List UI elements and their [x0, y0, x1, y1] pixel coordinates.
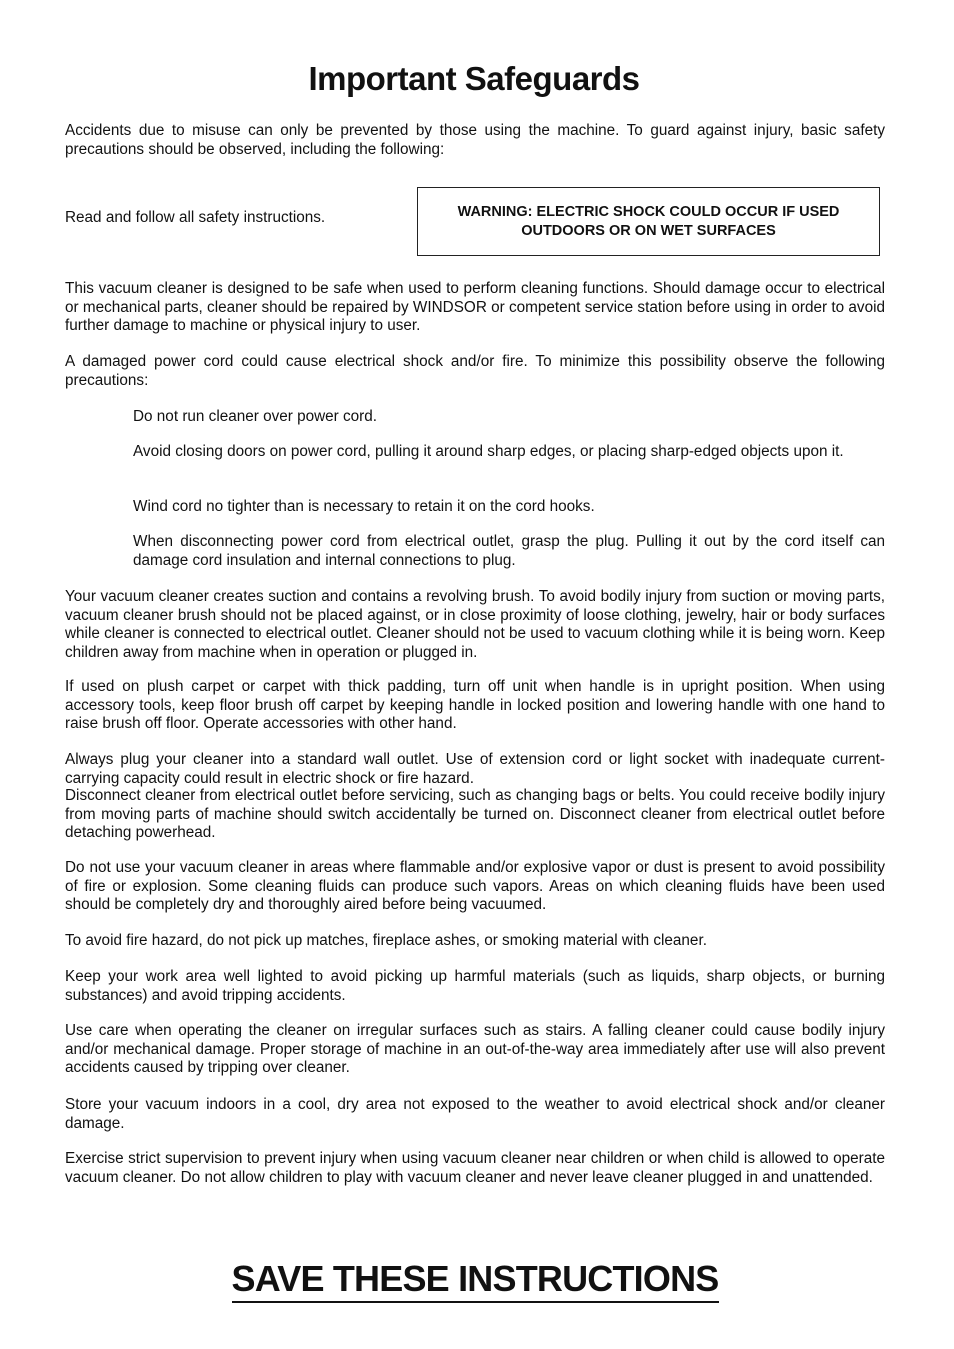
precaution-item: Wind cord no tighter than is necessary to retain it on the cord hooks. — [133, 498, 595, 515]
paragraph-suction-brush: Your vacuum cleaner creates suction and contains a revolving brush. To avoid bodily injury from suction or moving parts, vacuum cleaner brush should not be placed against, or in close proximity of loose clothing, jewelry, hair or body surfaces while cleaner is connected to electrical outlet. Cleaner should not be used to vacuum clothing while it is being worn. Keep children away from machine when in operation or plugged in. — [65, 588, 885, 661]
paragraph-wall-outlet: Always plug your cleaner into a standard wall outlet. Use of extension cord or light socket with inadequate current-carrying capacity could result in electric shock or fire hazard. — [65, 751, 885, 787]
paragraph-design-safety: This vacuum cleaner is designed to be safe when used to perform cleaning functions. Should damage occur to electrical or mechanical parts, cleaner should be repaired by WINDSOR or competent service station before using in order to avoid further damage to machine or physical injury to user. — [65, 280, 885, 334]
precaution-item: When disconnecting power cord from electrical outlet, grasp the plug. Pulling it out by the cord itself can damage cord insulation and internal connections to plug. — [133, 533, 885, 569]
paragraph-irregular-surfaces: Use care when operating the cleaner on irregular surfaces such as stairs. A falling cleaner could cause bodily injury and/or mechanical damage. Proper storage of machine in an out-of-the-way area immediately after use will also prevent accidents caused by tripping over cleaner. — [65, 1022, 885, 1076]
paragraph-children: Exercise strict supervision to prevent injury when using vacuum cleaner near children or when child is allowed to operate vacuum cleaner. Do not allow children to play with vacuum cleaner and never leave cleaner plugged in and unattended. — [65, 1150, 885, 1186]
intro-paragraph: Accidents due to misuse can only be prevented by those using the machine. To guard against injury, basic safety precautions should be observed, including the following: — [65, 122, 885, 158]
paragraph-flammable: Do not use your vacuum cleaner in areas where flammable and/or explosive vapor or dust is present to avoid possibility of fire or explosion. Some cleaning fluids can produce such vapors. Areas on which cleaning fluids have been used should be completely dry and thoroughly aired before being vacuumed. — [65, 859, 885, 913]
paragraph-power-cord: A damaged power cord could cause electrical shock and/or fire. To minimize this possibility observe the following precautions: — [65, 353, 885, 389]
paragraph-disconnect: Disconnect cleaner from electrical outlet before servicing, such as changing bags or belts. You could receive bodily injury from moving parts of machine should switch accidentally be turned on. Disconnect cleaner from electrical outlet before detaching powerhead. — [65, 787, 885, 841]
paragraph-storage: Store your vacuum indoors in a cool, dry area not exposed to the weather to avoid electrical shock and/or cleaner damage. — [65, 1096, 885, 1132]
paragraph-work-area: Keep your work area well lighted to avoid picking up harmful materials (such as liquids, sharp objects, or burning substances) and avoid tripping accidents. — [65, 968, 885, 1004]
read-follow-text: Read and follow all safety instructions. — [65, 209, 326, 226]
warning-box — [417, 187, 880, 256]
page-title: Important Safeguards — [308, 60, 640, 97]
paragraph-fire-hazard: To avoid fire hazard, do not pick up matches, fireplace ashes, or smoking material with cleaner. — [65, 932, 707, 949]
precaution-item: Avoid closing doors on power cord, pulling it around sharp edges, or placing sharp-edged objects upon it. — [133, 443, 844, 460]
warning-text: WARNING: ELECTRIC SHOCK COULD OCCUR IF USED OUTDOORS OR ON WET SURFACES — [457, 204, 840, 239]
save-instructions-text: SAVE THESE INSTRUCTIONS — [232, 1258, 719, 1303]
paragraph-plush-carpet: If used on plush carpet or carpet with thick padding, turn off unit when handle is in upright position. When using accessory tools, keep floor brush off carpet by keeping handle in locked position and lowering handle with one hand to raise brush off floor. Operate accessories with other hand. — [65, 678, 885, 732]
save-instructions-footer — [0, 1258, 950, 1300]
precaution-item: Do not run cleaner over power cord. — [133, 408, 378, 425]
